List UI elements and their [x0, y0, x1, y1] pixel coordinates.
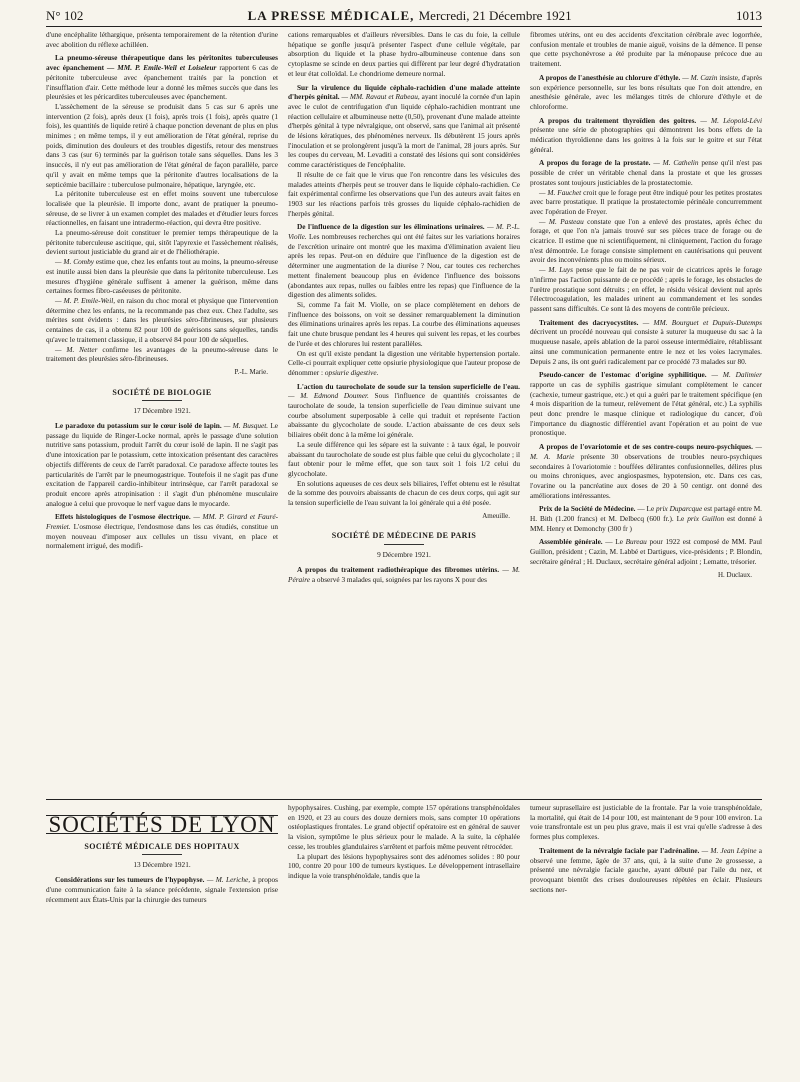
article-title: A propos de l'ovariotomie et de ses contre-coups neuro-psychiques. [539, 442, 753, 452]
paragraph: En solutions aqueuses de ces deux sels biliaires, l'effet obtenu est le résultat de la somme des pouvoirs abaissants de chacun de ces deux corps, qui agit sur la tension superficielle de l'eau suivant la loi générale qui a été posée. [288, 478, 520, 508]
article-body: en raison du choc moral et physique que l'intervention détermine chez les enfants, ne la recommande pas chez eux. Chez l'adulte, ses mérites sont évidents : dans les pleurésies séro-fibrineuses, sur plusieurs centaines de cas, il a obtenu 82 pour 100 de guérisons sans séquelles, tandis qu'avec le traitement classique, il a observé 84 pour 100 de séquelles. [46, 295, 278, 344]
paragraph: cations remarquables et d'ailleurs réversibles. Dans le cas du foie, la cellule hépatique se gonfle jusqu'à présenter l'aspect d'une cellule végétale, par absorption du liquide et la phase hydro-albumineuse contenue dans son cytoplasme se scinde en deux parties qui diffèrent par leur degré d'hydratation et leur état colloïdal. Le chondriome demeure normal. [288, 30, 520, 78]
paragraph [530, 265, 762, 314]
column-3 [530, 30, 762, 795]
paragraph: La péritonite tuberculeuse est en effet moins souvent une tuberculose localisée que la pleurésie. Il importe donc, avant de pratiquer la pneumo-séreuse, de se livrer à un examen complet des malades et d'étudier leurs forces réactionnelles, en faisant une intradermo-réaction, qui devra être positive. [46, 189, 278, 228]
paragraph: La seule différence qui les sépare est la suivante : à taux égal, le pouvoir abaissant du taurocholate de soude est plus faible que celui du glycocholate ; il faut obtenir pour le même effet, que son taux soit 1 fois 1/2 celui du glycocholate. [288, 439, 520, 478]
article-title: Assemblée générale. [539, 537, 603, 547]
article-body: croit que le forage peut être indiqué pour les petites prostates avec barre prostatique. Il pratique la prostatectomie périnéale concurremment avec l'opération de Freyer. [530, 187, 762, 216]
masthead [46, 8, 762, 27]
article-body: Le passage du liquide de Ringer-Locke normal, après le passage d'une solution nutritive sans potassium, produit l'arrêt du cœur isolé de lapin. Il ne s'agit pas d'une intoxication par le potassium, cette intoxication présentant des caractères objectifs différents de ceux de l'arrêt paradoxal. Ce paradoxe affecte toutes les particularités de l'arrêt par le pneumogastrique. Toutefois il ne s'agit pas d'une excitation de l'appareil cardio-inhibiteur intrinsèque, car l'arrêt paradoxal se produit encore après atropinisation : il s'agit d'un phénomène musculaire analogue à celui que provoque le nerf vague dans le myocarde. [46, 421, 278, 508]
article-body: présente 30 observations de troubles neuro-psychiques secondaires à l'ovariotomie : bouffées délirantes confusionnelles, délires plus ou moins chroniques, avec angiospasmes, hypotension, etc. Dans ces cas, l'ovarine ou la pancréatine aux doses de 20 à 50 centigr. ont donné des améliorations intéressantes. [530, 451, 762, 500]
paragraph: La plupart des lésions hypophysaires sont des adénomes solides : 80 pour 100, contre 20 pour 100 de tumeurs kystiques. Le développement intrasellaire indique la voie transphénoïdale, tandis que la [288, 851, 520, 880]
article-author: — M. Léopold-Lévi [700, 115, 762, 125]
prize-name: prix Guillon [687, 514, 725, 524]
section-date: 13 Décembre 1921. [133, 860, 191, 870]
article-body: — Le [605, 537, 623, 547]
paragraph: tumeur suprasellaire est justiciable de la frontale. Par la voie transphénoïdale, la mortalité, qui était de 14 pour 100, est maintenant de 9 pour 100 environ. La voie transfrontale est un peu plus grave, mais il est vrai qu'elle s'adresse à des formes plus complexes. [530, 803, 762, 842]
article-title: Le paradoxe du potassium sur le cœur isolé de lapin. [55, 421, 222, 431]
article-author: — M. Edmond Doumer. [288, 391, 369, 401]
article-body: présente une série de photographies qui démontrent les bons effets de la médication thyroïdienne dans les goitres à la fois sur le goitre et sur l'état général. [530, 125, 762, 154]
article-author: — MM. Bourguet et Dupuis-Dutemps [642, 317, 762, 327]
article-author: — M. Fauchet [539, 187, 582, 197]
paragraph [46, 296, 278, 345]
paragraph [46, 257, 278, 296]
article-nevralgie-faciale [530, 846, 762, 895]
section-date: 17 Décembre 1921. [133, 406, 191, 416]
article-title: Considérations sur les tumeurs de l'hypophyse. [55, 875, 205, 885]
article-digestion-eliminations [288, 222, 520, 300]
article-author: — M. Luys [539, 265, 574, 275]
paragraph [288, 349, 520, 378]
article-title: Traitement des dacryocystites. [539, 317, 639, 327]
article-body: Les nombreuses recherches qui ont été faites sur les variations horaires de l'excrétion urinaire ont montré que les maxima d'élimination avaient lieu après les repas. Peut-on en déduire que l'influence de la digestion est de déterminer une augmentation de la diurèse ? Nou, car toutes ces recherches mettent finalement beaucoup plus en évidence l'influence des boissons (abondantes aux repas, nulles ou faibles entre les repas) que l'influence de la digestion des aliments solides. [288, 232, 520, 300]
article-liquide-cephalo-rachidien [288, 83, 520, 170]
article-title: Sur la virulence du liquide céphalo-rachidien d'une malade atteinte d'herpès génital. [288, 82, 520, 102]
article-paradoxe-potassium [46, 421, 278, 508]
paragraph: Il résulte de ce fait que le virus que l'on rencontre dans les vésicules des malades atteints d'herpès peut se trouver dans le liquide céphalo-rachidien. Ce fait expérimental confirme les observations que l'un des auteurs avait faites en 1903 sur les réactions parfois très grosses du liquide céphalo-rachidien de l'herpès génital. [288, 169, 520, 218]
article-title: L'action du taurocholate de soude sur la tension superficielle de l'eau. [297, 381, 520, 391]
article-author: — M. Netter [55, 344, 98, 354]
article-title: A propos du traitement thyroïdien des goitres. [539, 115, 697, 125]
prize-name: prix Duparcque [656, 504, 703, 514]
article-body: ayant inoculé la cornée d'un lapin avec le culot de centrifugation d'un liquide céphalo-rachidien montrant une réaction cellulaire et albumineuse nette (0,50), provenant d'une malade atteinte d'herpès génital à type névralgique, ont observé, sans que l'animal ait présenté de lésions kératiques, des phénomènes nerveux. Ils débutèrent 15 jours après l'inoculation et se prolongèrent jusqu'à la mort de l'animal, 28 jours après. Sur les coupes du cerveau, M. Levaditi a constaté des lésions qui sont considérées comme caractéristiques de l'encéphalite. [288, 92, 520, 170]
article-body: confirme les avantages de la pneumo-séreuse dans le traitement des pleurésies séro-fibrineuses. [46, 344, 278, 364]
article-body: décrivent un procédé nouveau qui consiste à suturer la muqueuse du sac à la muqueuse nasale, après ablation de la paroi osseuse intermédiaire, rétablissant ainsi une communication permanente entre le nez et les voies lacrymales. Depuis 2 ans, ils ont guéri radicalement par ce procédé 73 malades sur 80. [530, 327, 762, 366]
article-author: — M. Busquet. [223, 421, 269, 431]
article-body: constate que l'on a enlevé des prostates, après échec du forage, et que l'on n'a jamais trouvé sur ses pièces trace de forage ou de cicatrice. Il estime que ni scientifiquement, ni cliniquement, l'action du forage n'est démontrée. Le forage consiste simplement en cautérisations qui peuvent avoir des inconvénients plus ou moins sérieux. [530, 216, 762, 265]
article-body: estime que, chez les enfants tout au moins, la pneumo-séreuse est inutile aussi bien dans la pleurésie que dans la péritonite tuberculeuse. Les mesures d'hygiène générale suffisent à amener la guérison, même dans certaines formes fibro-caséeuses de péritonite. [46, 257, 278, 296]
article-dacryocystites [530, 318, 762, 367]
article-body: Sous l'influence de quantités croissantes de taurocholate de soude, la tension superficielle de l'eau diminue suivant une courbe absolument superposable à celle qui traduit et représente l'action abaissante du glycocholate de soude. L'action abaissante de ces deux sels biliaires obéit donc à la même loi générale. [288, 391, 520, 440]
article-author: — M. Cazin [682, 72, 718, 82]
article-author: — MM. P. Emile-Weil et Loiseleur [107, 63, 217, 73]
article-goitres [530, 116, 762, 155]
article-title: La pneumo-séreuse thérapeutique dans les péritonites tuberculeuses avec épanchement [46, 53, 278, 73]
paragraph [530, 217, 762, 266]
lyon-column-2 [288, 803, 520, 1071]
article-author: — M. Leriche, [206, 875, 251, 885]
paragraph [530, 188, 762, 217]
article-title: Effets histologiques de l'osmose électrique. [55, 512, 191, 522]
article-fibromes-uterins [288, 565, 520, 584]
article-title: Prix de la Société de Médecine. [539, 504, 636, 514]
paragraph [46, 345, 278, 364]
paragraph: La pneumo-séreuse doit constituer le premier temps thérapeutique de la péritonite tuberculeuse ascitique, qui, sitôt l'apyrexie et l'assèchement réalisés, devient surtout justiciable du grand air et de l'héliothérapie. [46, 228, 278, 257]
column-2 [288, 30, 520, 795]
section-rule [142, 400, 182, 401]
paragraph: Si, comme l'a fait M. Violle, on se place complètement en dehors de l'influence des boissons, on voit se dessiner remarquablement la diminution des éliminations urinaires après les repas. La courbe des éliminations aqueuses fait une chute brusque pendant les 4 heures qui suivent les repas, et les courbes de l'urée et des chlorures lui restent parallèles. [288, 299, 520, 348]
article-author: — M. Dalimier [711, 370, 762, 380]
article-body: insiste, d'après son expérience personnelle, sur les bons résultats que l'on doit attendre, en anesthésie générale, avec les mélanges titrés de chlorure d'éthyle et de chloroforme. [530, 72, 762, 111]
article-title: A propos du traitement radiothérapique des fibromes utérins. [297, 564, 500, 574]
lower-columns [46, 803, 762, 1071]
article-body: est partagé entre M. H. Bith (1.200 francs) et M. Delbecq (600 fr.). Le [530, 504, 762, 524]
column-1 [46, 30, 278, 795]
article-chlorure-ethyle [530, 73, 762, 112]
section-date: 9 Décembre 1921. [377, 550, 431, 560]
article-author: — M. P.-L. Violle. [288, 222, 520, 242]
lyon-column-1 [46, 803, 278, 1071]
article-title: De l'influence de la digestion sur les éliminations urinaires. [297, 222, 485, 232]
section-title-text: SOCIÉTÉ MÉDICALE DES HOPITAUX [84, 841, 240, 851]
article-author: — M. Cathelin [653, 158, 699, 168]
lyon-heading: SOCIÉTÉS DE LYON [46, 815, 278, 834]
article-title: Pseudo-cancer de l'estomac d'origine syphilitique. [539, 370, 707, 380]
article-body: L'osmose électrique, l'endosmose dans les cas étudiés, constitue un moyen nouveau d'imposer aux cellules un tissu vivant, en place et normalement irrigué, des modifi- [46, 522, 278, 551]
article-osmose-electrique [46, 512, 278, 551]
section-rule [384, 544, 424, 545]
article-author: — M. P. Emile-Weil, [55, 295, 116, 305]
article-pneumo-sereuse [46, 53, 278, 102]
paragraph: fibromes utérins, ont eu des accidents d'excitation cérébrale avec logorrhée, confusion mentale et troubles de manie aiguë, voisins de la démence. Il pense que cette psychonévrose a été produite par la ménopause précoce due au traitement. [530, 30, 762, 69]
article-author: — M. Comby [55, 257, 94, 267]
section-title [46, 388, 278, 402]
term-italic: opsiurie digestive. [324, 367, 379, 377]
signature: H. Duclaux. [717, 570, 752, 579]
section-rule [142, 854, 182, 855]
article-author: — M. Jean Lépine [701, 845, 757, 855]
section-title-text: SOCIÉTÉ DE MÉDECINE DE PARIS [331, 531, 477, 541]
issue-date: Mercredi, 21 Décembre 1921 [418, 8, 572, 23]
article-prix [530, 504, 762, 533]
publication-line [248, 8, 572, 24]
upper-columns [46, 30, 762, 795]
article-forage-prostate [530, 158, 762, 187]
article-body: rapportent 6 cas de péritonite tuberculeuse avec épanchement traités par la ponction et l'insufflation d'air. Cette méthode leur a donné les mêmes succès que dans les pleurésies et les péricardites tuberculeuses avec épanchement. [46, 63, 278, 102]
article-author: — M. A. Marie [530, 442, 762, 461]
article-body: a observé 3 malades qui, soignées par les rayons X pour des [311, 574, 487, 584]
article-assemblee [530, 537, 762, 566]
article-title: A propos de l'anesthésie au chlorure d'éthyle. [539, 72, 681, 82]
section-divider [46, 799, 762, 800]
section-title [288, 531, 520, 545]
page-number: 1013 [735, 8, 762, 23]
article-body: pense que le fait de ne pas voir de cicatrices après le forage n'infirme pas l'action puissante de ce procédé ; après le forage, les obstacles de l'urètre prostatique sont détruits ; en effet, le résidu vésical devient nul après l'électrocoagulation, les malades urinent au commandement et les sondes passent sans difficultés. Ce sont là des moyens de contrôle précieux. [530, 265, 762, 313]
paragraph: d'une encéphalite léthargique, présenta temporairement de la rétention d'urine avec abolition du réflexe achilléen. [46, 30, 278, 49]
issue-number: N° 102 [46, 8, 84, 23]
article-author: — M. Péraire [288, 564, 520, 584]
publication-title: LA PRESSE MÉDICALE, [247, 8, 415, 23]
article-author: — MM. Ravaut et Rabeau, [341, 92, 420, 102]
term-italic: Bureau [625, 537, 647, 547]
paragraph-text: On est qu'il existe pendant la digestion une véritable hypertension portale. Celle-ci pourrait expliquer cette opsiurie physiologique que l'auteur propose de dénommer : [288, 348, 520, 377]
article-body: pense qu'il n'est pas possible de créer un véritable chenal dans la prostate et que les grosses prostates sont toujours justiciables de la prostatectomie. [530, 158, 762, 187]
article-body: — Le [637, 504, 655, 514]
article-taurocholate [288, 382, 520, 440]
article-body: pour 1922 est composé de MM. Paul Guillon, président ; Cazin, M. Labbé et Dartigues, vice-présidents ; P. Blondin, secrétaire général ; H. Duclaux, secrétaire général adjoint ; Lematte, trésorier. [530, 537, 762, 566]
article-pseudo-cancer [530, 370, 762, 438]
article-ovariotomie [530, 442, 762, 500]
section-title [46, 842, 278, 856]
article-hypophyse [46, 875, 278, 904]
signature: P.-L. Marie. [234, 367, 268, 376]
signature: Ameuille. [482, 511, 510, 520]
article-title: A propos du forage de la prostate. [539, 158, 651, 168]
article-body: rapporte un cas de syphilis gastrique simulant complètement le cancer (cachexie, tumeur gastrique, etc.) et qui a guéri par le traitement spécifique (en 4 mois disparition de la tumeur, relèvement de l'état général, etc.) La syphilis peut donc prendre le masque clinique et radiologique du cancer, d'où l'importance du diagnostic différentiel avant l'opération et au point de vue pronostique. [530, 379, 762, 438]
article-body: à propos d'une communication faite à la séance précédente, signale l'extension prise récemment aux États-Unis par la chirurgie des tumeurs [46, 875, 278, 904]
lyon-column-3 [530, 803, 762, 1071]
paragraph: L'assèchement de la séreuse se produisit dans 5 cas sur 6 après une intervention (2 fois), après deux (1 fois), après trois (1 fois), après quatre (1 fois), les quantités de liquide retiré à chaque ponction devenant de plus en plus minimes ; en même temps, il y eut amélioration de l'état général, reprise du poids, diminution des douleurs et des troubles digestifs, retour des menstrues dans 3 cas (sur 6) terminés par la guérison totale sans séquelles. Dans les 3 insuccès, il n'y eut pas amélioration de l'état général de façon parallèle, parce qu'il y avait en même temps que la péritonite d'autres localisations de la septicémie bacillaire : tuberculose pulmonaire, hépatique, laryngée, etc. [46, 101, 278, 189]
article-body: a observé une femme, âgée de 37 ans, qui, à la suite d'une 2e grossesse, a présenté une névralgie faciale gauche, ayant débuté par l'aile du nez, et provoquant bientôt des crises douloureuses répétées en éclair. Plusieurs sections ner- [530, 845, 762, 894]
article-title: Traitement de la névralgie faciale par l'adrénaline. [539, 845, 700, 855]
section-title-text: SOCIÉTÉ DE BIOLOGIE [112, 387, 212, 397]
article-author: — MM. P. Girard et Fauré-Fremiet. [46, 512, 278, 532]
paragraph: hypophysaires. Cushing, par exemple, compte 157 opérations transphénoïdales en 1920, et 23 au cours des douze derniers mois, sans compter 10 opérations ostéoplastiques frontales. Le grand objectif opératoire est en général de sauver la vision, symptôme le plus sérieux pour le malade. A la suite, la céphalée cesse, les troubles glandulaires s'arrêtent et parfois même peuvent rétrocéder. [288, 803, 520, 851]
article-author: — M. Pasteau [539, 216, 584, 226]
article-body: est donné à MM. Henry et Demonchy (300 fr ) [530, 514, 762, 533]
